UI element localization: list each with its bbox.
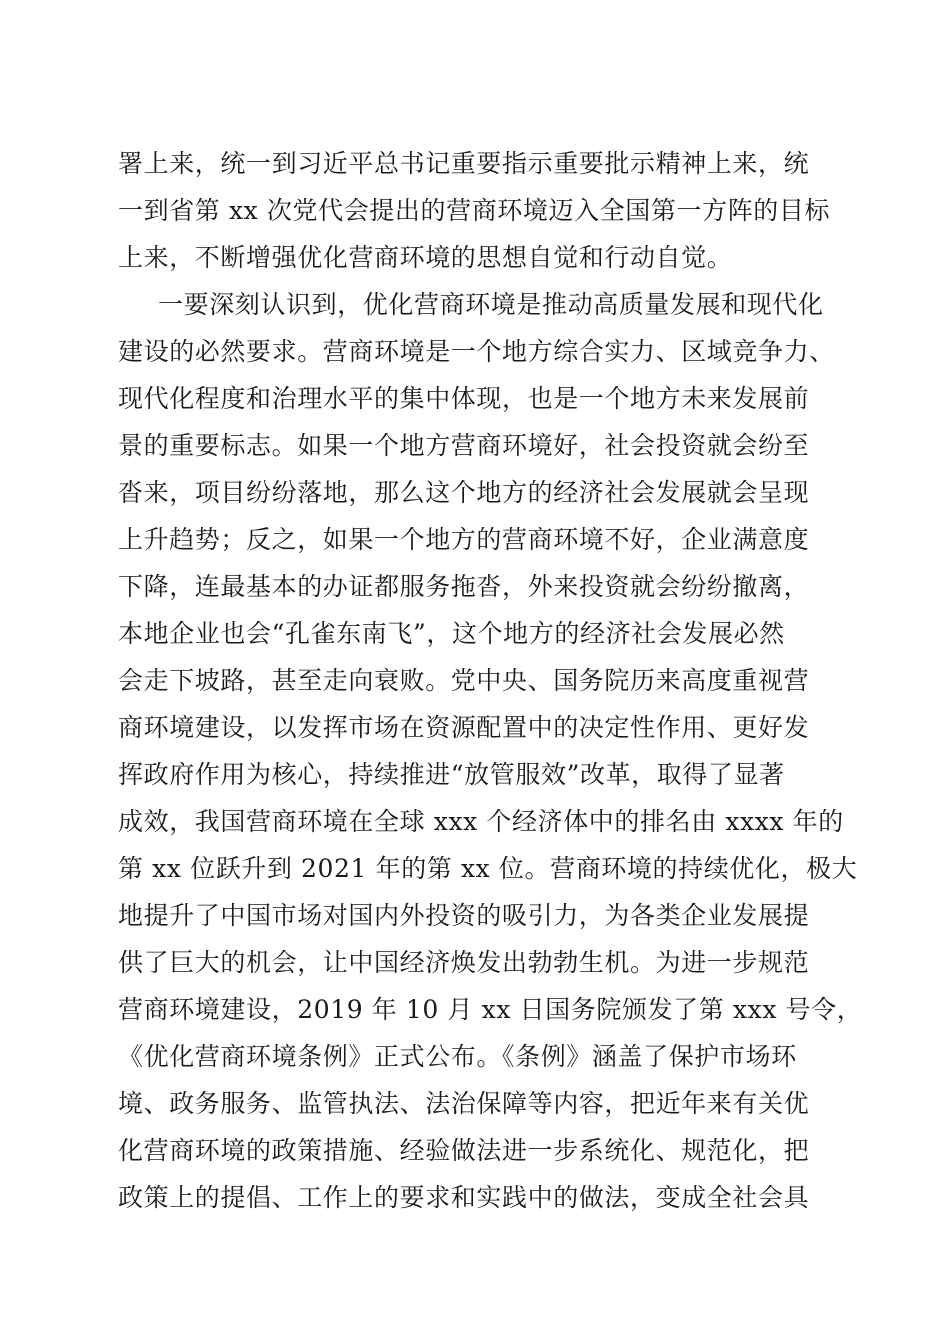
text-line: 营商环境建设，2019 年 10 月 xx 日国务院颁发了第 xxx 号令， xyxy=(118,995,863,1024)
text-line: 境、政务服务、监管执法、法治保障等内容，把近年来有关优 xyxy=(118,1089,810,1118)
text-line: 上来，不断增强优化营商环境的思想自觉和行动自觉。 xyxy=(118,243,733,272)
text-line: 现代化程度和治理水平的集中体现，也是一个地方未来发展前 xyxy=(118,384,810,413)
text-line: 商环境建设，以发挥市场在资源配置中的决定性作用、更好发 xyxy=(118,713,810,742)
text-line: 供了巨大的机会，让中国经济焕发出勃勃生机。为进一步规范 xyxy=(118,948,810,977)
text-line: 成效，我国营商环境在全球 xxx 个经济体中的排名由 xxxx 年的 xyxy=(118,807,844,836)
text-line: 挥政府作用为核心，持续推进“放管服效”改革，取得了显著 xyxy=(118,760,785,789)
text-line: 上升趋势；反之，如果一个地方的营商环境不好，企业满意度 xyxy=(118,525,810,554)
text-line: 会走下坡路，甚至走向衰败。党中央、国务院历来高度重视营 xyxy=(118,666,810,695)
text-line: 建设的必然要求。营商环境是一个地方综合实力、区域竞争力、 xyxy=(118,337,835,366)
text-line: 本地企业也会“孔雀东南飞”，这个地方的经济社会发展必然 xyxy=(118,619,785,648)
text-line: 化营商环境的政策措施、经验做法进一步系统化、规范化，把 xyxy=(118,1136,810,1165)
text-line: 沓来，项目纷纷落地，那么这个地方的经济社会发展就会呈现 xyxy=(118,478,810,507)
text-line: 《优化营商环境条例》正式公布。《条例》涵盖了保护市场环 xyxy=(118,1042,797,1071)
paragraph-first-line: 一要深刻认识到，优化营商环境是推动高质量发展和现代化 xyxy=(158,290,824,319)
text-line: 政策上的提倡、工作上的要求和实践中的做法，变成全社会具 xyxy=(118,1183,810,1212)
text-line: 一到省第 xx 次党代会提出的营商环境迈入全国第一方阵的目标 xyxy=(118,196,831,225)
text-line: 景的重要标志。如果一个地方营商环境好，社会投资就会纷至 xyxy=(118,431,810,460)
text-line: 下降，连最基本的办证都服务拖沓，外来投资就会纷纷撤离， xyxy=(118,572,810,601)
text-line: 第 xx 位跃升到 2021 年的第 xx 位。营商环境的持续优化，极大 xyxy=(118,854,858,883)
text-line: 署上来，统一到习近平总书记重要指示重要批示精神上来，统 xyxy=(118,149,810,178)
text-line: 地提升了中国市场对国内外投资的吸引力，为各类企业发展提 xyxy=(118,901,810,930)
document-body xyxy=(118,140,863,1221)
